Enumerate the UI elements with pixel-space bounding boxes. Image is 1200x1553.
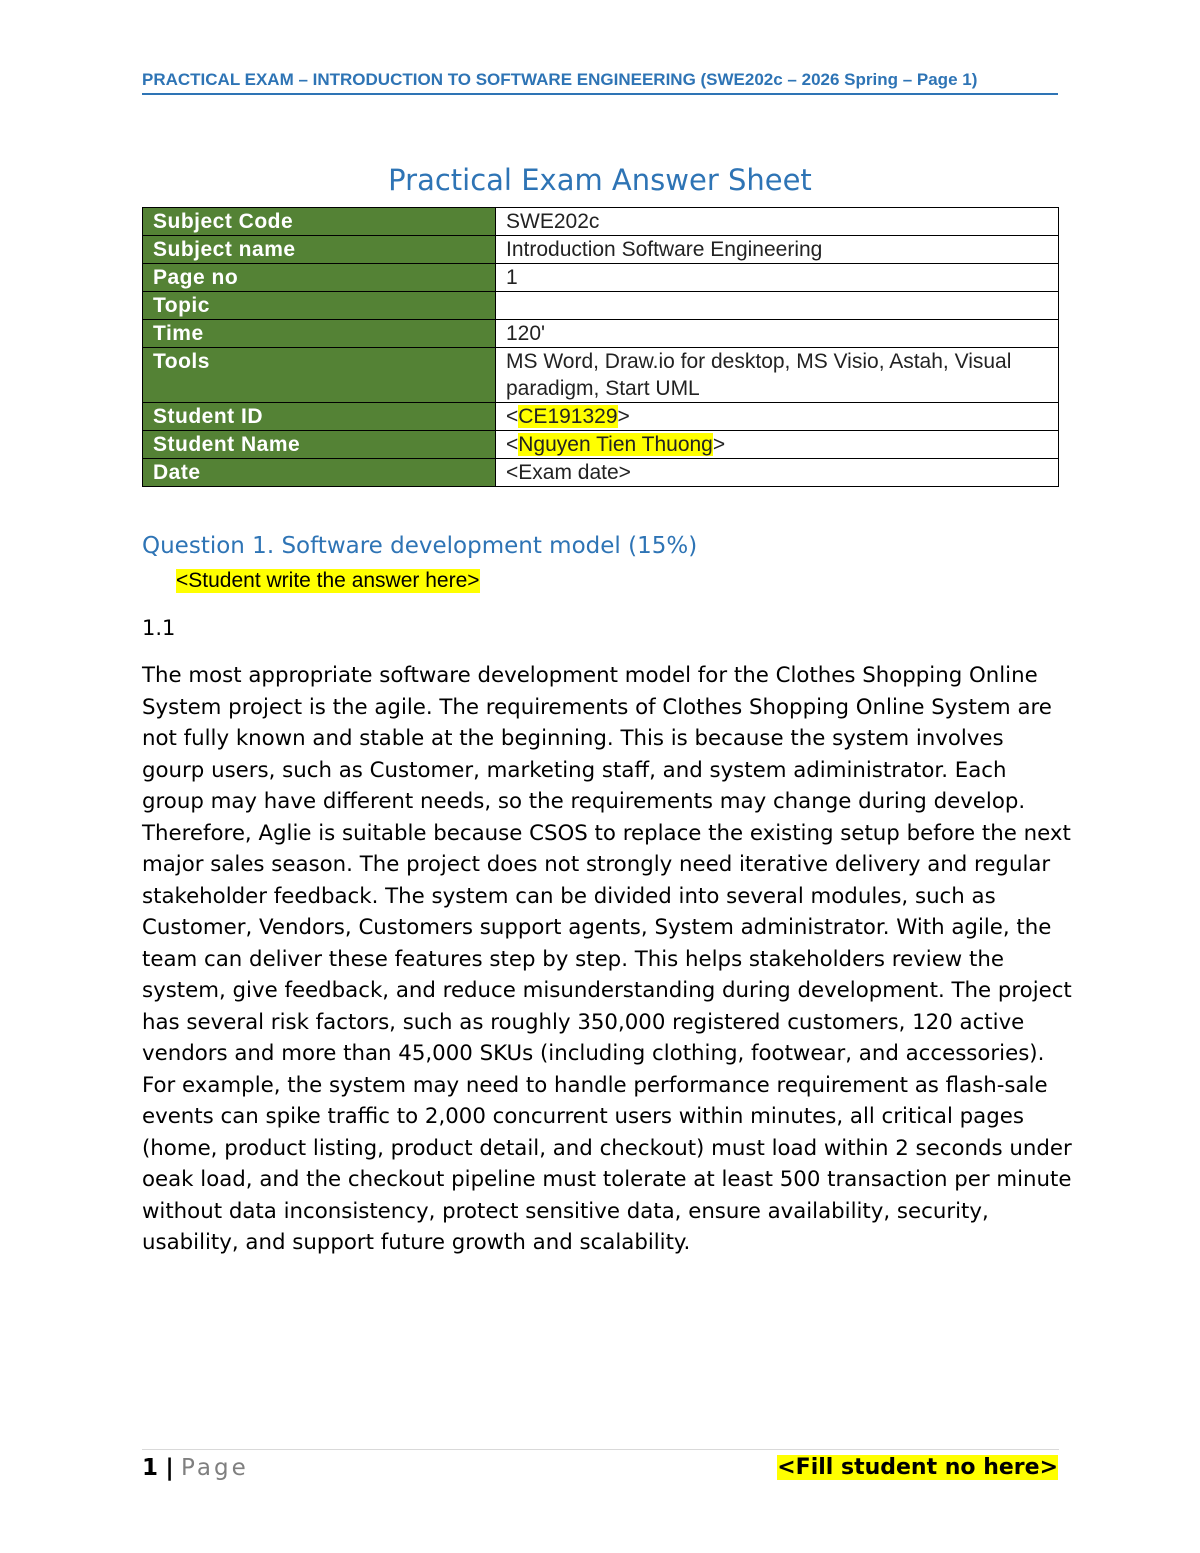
info-row-date xyxy=(143,459,1059,487)
info-label: Page no xyxy=(143,264,496,292)
footer-student-no[interactable]: <Fill student no here> xyxy=(777,1455,1058,1480)
info-row-subject-code xyxy=(143,208,1059,236)
info-row-student-name xyxy=(143,431,1059,459)
info-value-date[interactable]: <Exam date> xyxy=(496,459,1059,487)
question-1-title: Question 1. Software development model (15%) xyxy=(142,533,698,559)
sub-question-number: 1.1 xyxy=(142,616,176,640)
student-name-highlight: Nguyen Tien Thuong xyxy=(518,433,713,456)
info-label: Time xyxy=(143,320,496,348)
footer-separator: | xyxy=(165,1455,174,1481)
info-row-student-id xyxy=(143,403,1059,431)
info-value-student-name[interactable]: <Nguyen Tien Thuong> xyxy=(496,431,1059,459)
info-label: Subject name xyxy=(143,236,496,264)
info-row-page-no xyxy=(143,264,1059,292)
footer-page-label xyxy=(142,1455,249,1481)
footer-page-word: Page xyxy=(181,1455,249,1481)
info-row-tools xyxy=(143,348,1059,403)
answer-placeholder: <Student write the answer here> xyxy=(176,569,480,592)
info-value-subject-name[interactable]: Introduction Software Engineering xyxy=(496,236,1059,264)
info-value-time[interactable]: 120' xyxy=(496,320,1059,348)
info-label: Student ID xyxy=(143,403,496,431)
info-label: Date xyxy=(143,459,496,487)
info-label: Topic xyxy=(143,292,496,320)
info-label: Subject Code xyxy=(143,208,496,236)
info-row-topic xyxy=(143,292,1059,320)
page-header: PRACTICAL EXAM – INTRODUCTION TO SOFTWARE ENGINEERING (SWE202c – 2026 Spring – Page 1) xyxy=(142,70,1058,95)
sheet-title: Practical Exam Answer Sheet xyxy=(388,163,812,197)
student-id-highlight: CE191329 xyxy=(518,405,618,428)
info-label: Tools xyxy=(143,348,496,403)
info-row-time xyxy=(143,320,1059,348)
info-value-tools[interactable]: MS Word, Draw.io for desktop, MS Visio, Astah, Visual paradigm, Start UML xyxy=(496,348,1059,403)
answer-paragraph[interactable]: The most appropriate software development model for the Clothes Shopping Online System project is the agile. The requirements of Clothes Shopping Online System are not fully known and stable at the beginning. This is because the system involves gourp users, such as Customer, marketing staff, and system adiministrator. Each group may have different needs, so the requirements may change during develop. Therefore, Aglie is suitable because CSOS to replace the existing setup before the next major sales season. The project does not strongly need iterative delivery and regular stakeholder feedback. The system can be divided into several modules, such as Customer, Vendors, Customers support agents, System administrator. With agile, the team can deliver these features step by step. This helps stakeholders review the system, give feedback, and reduce misunderstanding during development. The project has several risk factors, such as roughly 350,000 registered customers, 120 active vendors and more than 45,000 SKUs (including clothing, footwear, and accessories). For example, the system may need to handle performance requirement as flash-sale events can spike traffic to 2,000 concurrent users within minutes, all critical pages (home, product listing, product detail, and checkout) must load within 2 seconds under oeak load, and the checkout pipeline must tolerate at least 500 transaction per minute without data inconsistency, protect sensitive data, ensure availability, security, usability, and support future growth and scalability. xyxy=(142,663,1072,1255)
info-value-subject-code[interactable]: SWE202c xyxy=(496,208,1059,236)
footer-page-number: 1 xyxy=(142,1455,159,1481)
info-label: Student Name xyxy=(143,431,496,459)
info-table xyxy=(142,207,1059,487)
footer-divider xyxy=(142,1449,1059,1450)
info-row-subject-name xyxy=(143,236,1059,264)
info-value-topic[interactable] xyxy=(496,292,1059,320)
info-value-student-id[interactable]: <CE191329> xyxy=(496,403,1059,431)
info-value-page-no[interactable]: 1 xyxy=(496,264,1059,292)
